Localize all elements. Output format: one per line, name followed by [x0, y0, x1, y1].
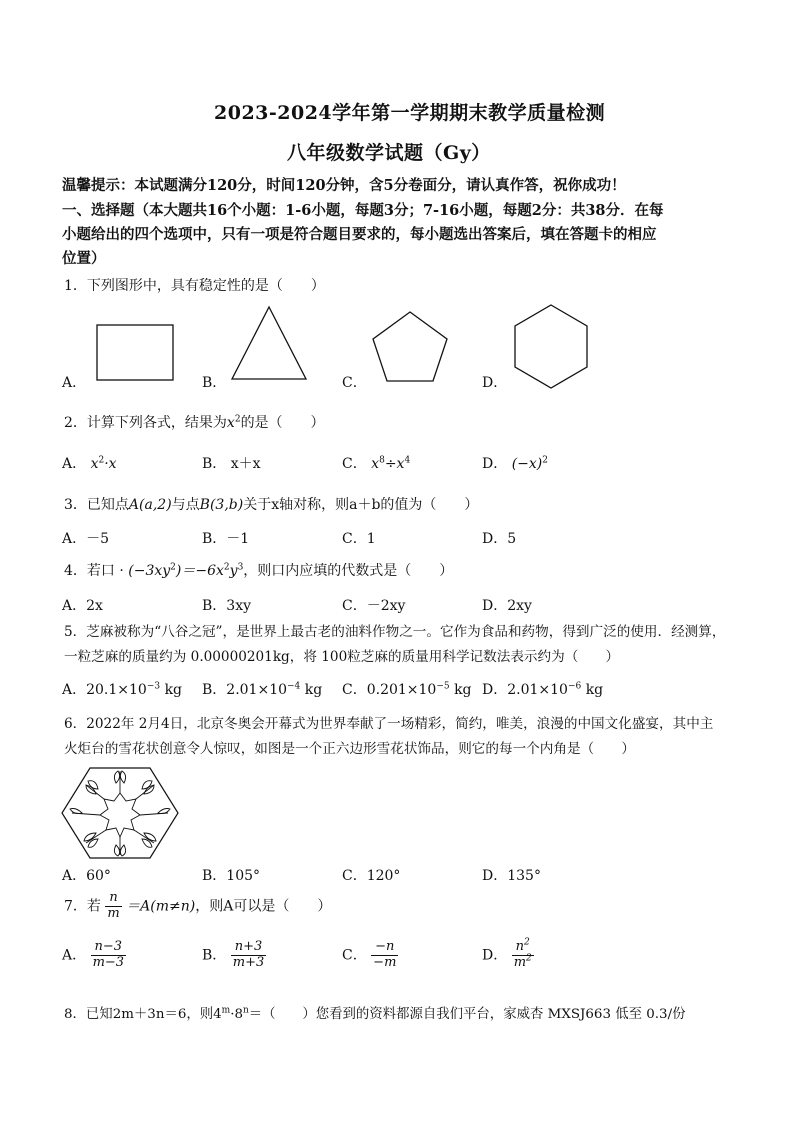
- q6-option-a[interactable]: A．60°: [62, 868, 111, 884]
- q7-option-c[interactable]: C． $\frac{-n}{-m}$: [342, 939, 397, 970]
- question-1-stem: 1．下列图形中，具有稳定性的是（ ）: [64, 278, 325, 294]
- section-heading-line2: 小题给出的四个选项中，只有一项是符合题目要求的，每小题选出答案后，填在答题卡的相应: [62, 226, 657, 243]
- q7-option-a[interactable]: A． $\frac{n-3}{m-3}$: [62, 939, 125, 970]
- exam-subtitle: 八年级数学试题（Gy）: [287, 142, 491, 164]
- section-heading-line1: 一、选择题（本大题共16个小题：1-6小题，每题3分；7-16小题，每题2分：共38分．在每: [62, 202, 664, 219]
- q4-option-d[interactable]: D．2xy: [482, 598, 532, 614]
- q3-option-a[interactable]: A．－5: [62, 531, 110, 547]
- rectangle-figure: [97, 325, 173, 380]
- question-4-stem: 4．若口 · $(-3xy^2)=-6x^2y^3$，则口内应填的代数式是（ ）: [64, 562, 454, 579]
- q7-option-b[interactable]: B． $\frac{n+3}{m+3}$: [202, 939, 265, 970]
- hexagon-figure: [515, 305, 587, 388]
- pentagon-figure: [373, 312, 447, 381]
- notice-text: 温馨提示：本试题满分120分，时间120分钟，含5分卷面分，请认真作答，祝你成功！: [62, 177, 626, 194]
- q2-option-a[interactable]: A． $x^2\cdot x$: [62, 455, 117, 472]
- q4-option-a[interactable]: A．2x: [62, 598, 103, 614]
- q6-option-c[interactable]: C．120°: [342, 868, 401, 884]
- q7-fraction: $\frac{n}{m}$: [107, 890, 120, 921]
- q5-option-d[interactable]: D．$2.01\times 10^{-6}$ kg: [482, 681, 604, 698]
- q1-option-b[interactable]: B．: [202, 375, 227, 391]
- question-6-line1: 6．2022年 2月4日，北京冬奥会开幕式为世界奉献了一场精彩，简约，唯美，浪漫的中国文化盛宴，其中主: [64, 716, 714, 732]
- triangle-figure: [232, 307, 306, 379]
- q7-option-d[interactable]: D． $\frac{n^2}{m^2}$: [482, 937, 532, 970]
- q2-option-c[interactable]: C． $x^8\div x^4$: [342, 455, 411, 472]
- section-heading-line3: 位置）: [62, 250, 106, 267]
- q2-option-b[interactable]: B． x＋x: [202, 456, 261, 472]
- q5-option-c[interactable]: C．$0.201\times 10^{-5}$ kg: [342, 681, 472, 698]
- q5-option-a[interactable]: A．$20.1\times 10^{-3}$ kg: [62, 681, 183, 698]
- q2-option-d[interactable]: D． $(-x)^2$: [482, 455, 548, 472]
- q3-option-c[interactable]: C．1: [342, 531, 376, 547]
- question-5-line1: 5．芝麻被称为“八谷之冠”，是世界上最古老的油料作物之一。它作为食品和药物，得到广泛的使用．经测算，: [64, 624, 726, 640]
- question-3-stem: 3．已知点A(a,2)与点B(3,b)关于x轴对称，则a＋b的值为（ ）: [64, 497, 479, 513]
- q5-option-b[interactable]: B．$2.01\times 10^{-4}$ kg: [202, 681, 323, 698]
- question-6-line2: 火炬台的雪花状创意令人惊叹，如图是一个正六边形雪花状饰品，则它的每一个内角是（ ）: [64, 741, 635, 757]
- q1-option-c[interactable]: C．: [342, 375, 367, 391]
- q3-option-d[interactable]: D．5: [482, 531, 517, 547]
- q4-option-b[interactable]: B．3xy: [202, 598, 251, 614]
- q3-option-b[interactable]: B．－1: [202, 531, 250, 547]
- question-5-line2: 一粒芝麻的质量约为 0.00000201kg，将 100粒芝麻的质量用科学记数法表示约为（ ）: [64, 649, 620, 665]
- q1-option-a[interactable]: A．: [62, 375, 87, 391]
- q6-option-b[interactable]: B．105°: [202, 868, 261, 884]
- q6-option-d[interactable]: D．135°: [482, 868, 541, 884]
- snowflake-hexagon-figure: [60, 763, 180, 863]
- question-2-stem: 2．计算下列各式，结果为$x^2$的是（ ）: [64, 414, 325, 431]
- q4-option-c[interactable]: C．－2xy: [342, 598, 406, 614]
- question-8-stem: 8．已知2m＋3n＝6，则$4^m\cdot 8^n=$（ ）您看到的资料都源自我们平台，家威杏 MXSJ663 低至 0.3/份: [64, 1005, 686, 1022]
- exam-title: 2023-2024学年第一学期期末教学质量检测: [214, 102, 606, 124]
- q1-option-d[interactable]: D．: [482, 375, 508, 391]
- question-7-stem: 7．若 $\frac{n}{m}$ ＝A(m≠n)，则A可以是（ ）: [64, 890, 332, 921]
